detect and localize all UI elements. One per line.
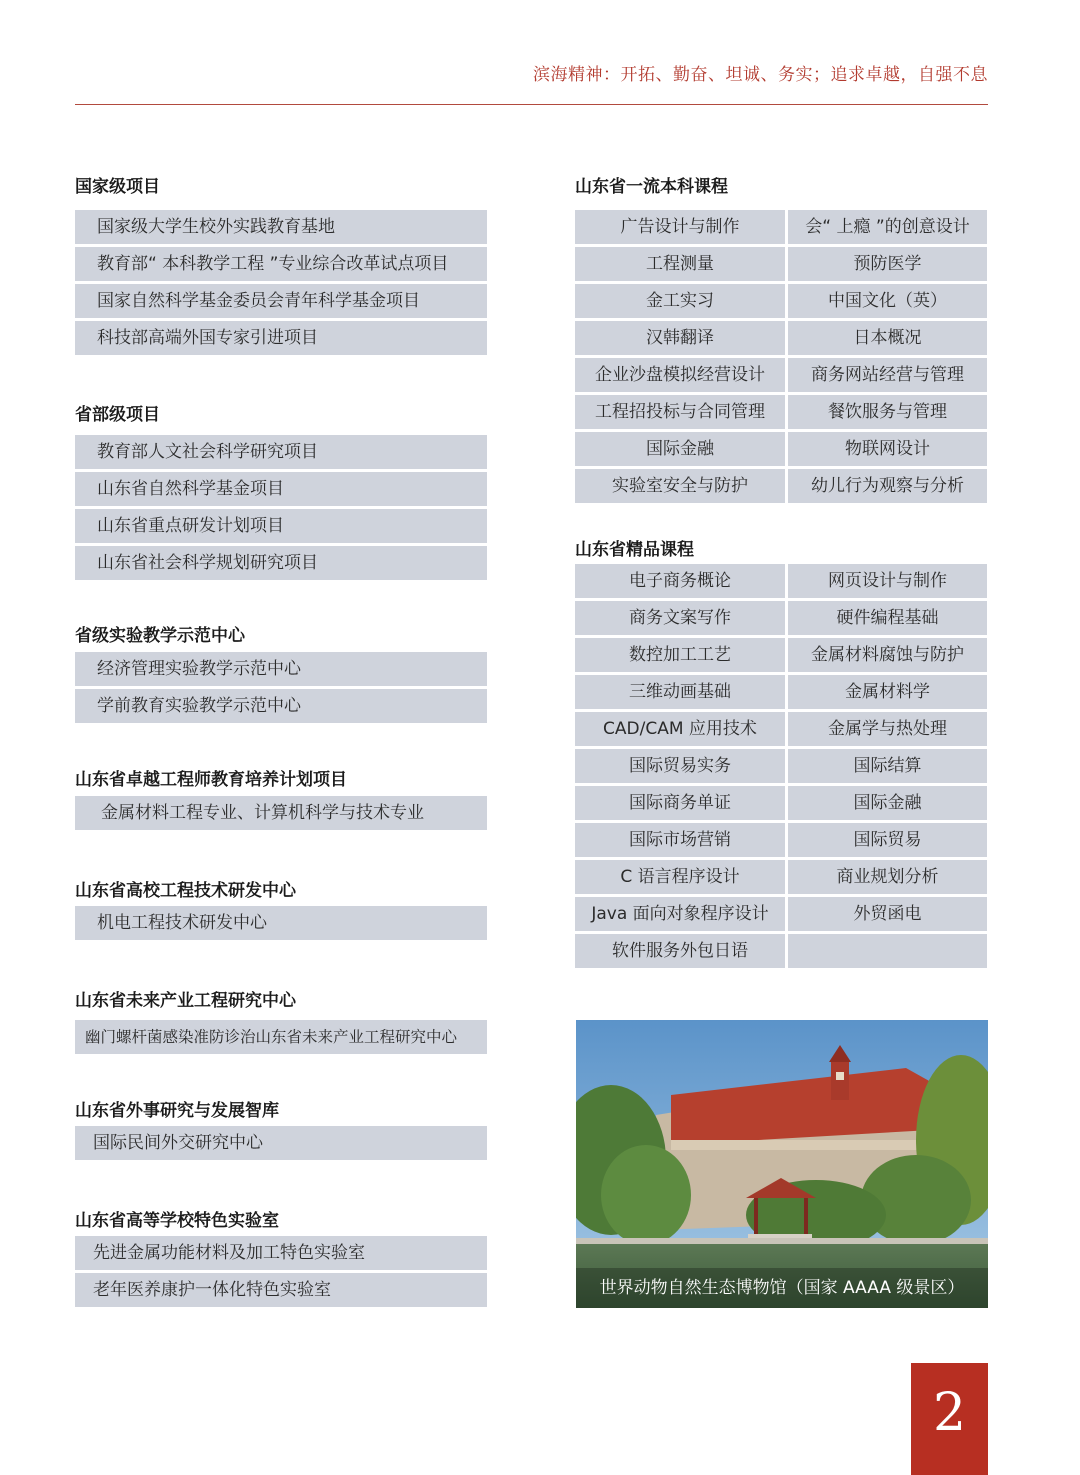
course-cell: 国际结算 [788, 749, 987, 783]
section-title-demo-center: 省级实验教学示范中心 [75, 626, 245, 646]
page-number: 2 [911, 1363, 988, 1475]
header-motto: 滨海精神：开拓、勤奋、坦诚、务实；追求卓越，自强不息 [533, 65, 988, 85]
course-cell: 商务文案写作 [575, 601, 785, 635]
section-title-engineer-plan: 山东省卓越工程师教育培养计划项目 [75, 770, 347, 790]
section-title-future-industry: 山东省未来产业工程研究中心 [75, 991, 296, 1011]
course-cell: 企业沙盘模拟经营设计 [575, 358, 785, 392]
course-cell: 软件服务外包日语 [575, 934, 785, 968]
course-cell: 金属材料腐蚀与防护 [788, 638, 987, 672]
course-cell: 日本概况 [788, 321, 987, 355]
course-cell: 汉韩翻译 [575, 321, 785, 355]
course-cell: 餐饮服务与管理 [788, 395, 987, 429]
course-cell: 国际金融 [788, 786, 987, 820]
list-special-labs [75, 1236, 487, 1310]
course-cell: 金属学与热处理 [788, 712, 987, 746]
course-cell: 金属材料学 [788, 675, 987, 709]
course-cell: 商务网站经营与管理 [788, 358, 987, 392]
course-cell: 物联网设计 [788, 432, 987, 466]
list-item: 山东省重点研发计划项目 [75, 509, 487, 543]
list-national-projects [75, 210, 487, 358]
list-item: 先进金属功能材料及加工特色实验室 [75, 1236, 487, 1270]
course-cell: 广告设计与制作 [575, 210, 785, 244]
section-title-national: 国家级项目 [75, 177, 160, 197]
course-cell: 幼儿行为观察与分析 [788, 469, 987, 503]
list-item: 幽门螺杆菌感染准防诊治山东省未来产业工程研究中心 [75, 1020, 487, 1054]
section-title-first-class-courses: 山东省一流本科课程 [575, 177, 728, 197]
list-demo-centers [75, 652, 487, 726]
photo-caption: 世界动物自然生态博物馆（国家 AAAA 级景区） [576, 1268, 988, 1308]
grid-first-class-courses [575, 210, 987, 503]
section-title-provincial: 省部级项目 [75, 405, 160, 425]
list-item: 山东省自然科学基金项目 [75, 472, 487, 506]
list-item: 经济管理实验教学示范中心 [75, 652, 487, 686]
course-cell: 金工实习 [575, 284, 785, 318]
course-cell: 硬件编程基础 [788, 601, 987, 635]
course-cell: 国际贸易实务 [575, 749, 785, 783]
course-cell: 中国文化（英） [788, 284, 987, 318]
course-cell: 网页设计与制作 [788, 564, 987, 598]
list-item: 机电工程技术研发中心 [75, 906, 487, 940]
course-cell: 外贸函电 [788, 897, 987, 931]
course-cell: 国际贸易 [788, 823, 987, 857]
section-title-think-tank: 山东省外事研究与发展智库 [75, 1101, 279, 1121]
list-item: 教育部“ 本科教学工程 ”专业综合改革试点项目 [75, 247, 487, 281]
list-item: 教育部人文社会科学研究项目 [75, 435, 487, 469]
course-cell: C 语言程序设计 [575, 860, 785, 894]
museum-photo [576, 1020, 988, 1308]
course-cell: 三维动画基础 [575, 675, 785, 709]
list-item: 国际民间外交研究中心 [75, 1126, 487, 1160]
list-rd-centers [75, 906, 487, 943]
course-cell: 会“ 上瘾 ”的创意设计 [788, 210, 987, 244]
course-cell: 数控加工工艺 [575, 638, 785, 672]
section-title-quality-courses: 山东省精品课程 [575, 540, 694, 560]
course-cell: 商业规划分析 [788, 860, 987, 894]
course-cell: Java 面向对象程序设计 [575, 897, 785, 931]
course-cell: 国际市场营销 [575, 823, 785, 857]
museum-illustration [576, 1020, 988, 1308]
course-cell: CAD/CAM 应用技术 [575, 712, 785, 746]
list-future-industry [75, 1020, 487, 1057]
list-item: 老年医养康护一体化特色实验室 [75, 1273, 487, 1307]
list-item: 学前教育实验教学示范中心 [75, 689, 487, 723]
course-cell: 预防医学 [788, 247, 987, 281]
section-title-special-labs: 山东省高等学校特色实验室 [75, 1211, 279, 1231]
course-cell: 工程招投标与合同管理 [575, 395, 785, 429]
list-item: 金属材料工程专业、计算机科学与技术专业 [75, 796, 487, 830]
list-provincial-projects [75, 435, 487, 583]
list-item: 国家自然科学基金委员会青年科学基金项目 [75, 284, 487, 318]
list-item: 山东省社会科学规划研究项目 [75, 546, 487, 580]
list-item: 国家级大学生校外实践教育基地 [75, 210, 487, 244]
course-cell-empty [788, 934, 987, 968]
header-divider [75, 104, 988, 105]
grid-quality-courses [575, 564, 987, 968]
course-cell: 电子商务概论 [575, 564, 785, 598]
course-cell: 国际金融 [575, 432, 785, 466]
list-engineer-plan [75, 796, 487, 833]
list-think-tanks [75, 1126, 487, 1163]
section-title-rd-center: 山东省高校工程技术研发中心 [75, 881, 296, 901]
course-cell: 工程测量 [575, 247, 785, 281]
course-cell: 国际商务单证 [575, 786, 785, 820]
course-cell: 实验室安全与防护 [575, 469, 785, 503]
list-item: 科技部高端外国专家引进项目 [75, 321, 487, 355]
